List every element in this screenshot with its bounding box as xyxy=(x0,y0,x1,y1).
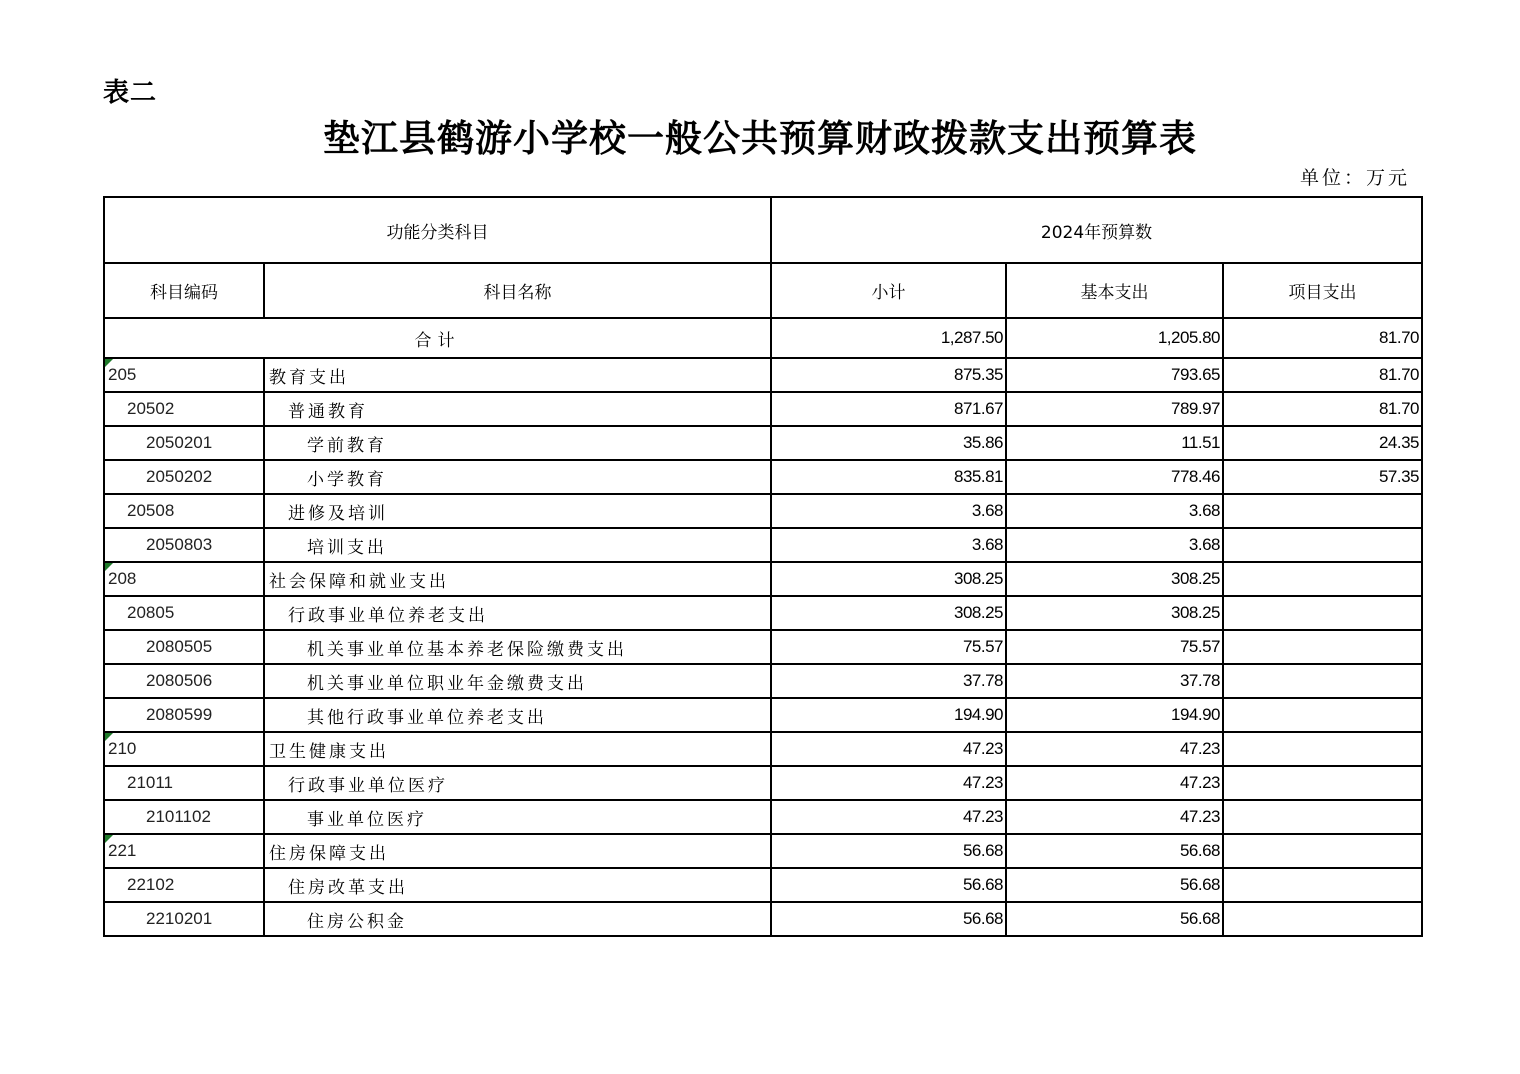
row-code xyxy=(104,698,264,732)
row-code-text: 2080505 xyxy=(146,637,213,656)
row-code-text: 205 xyxy=(108,365,137,384)
row-code xyxy=(104,358,264,392)
row-basic: 3.68 xyxy=(1006,528,1223,562)
row-project xyxy=(1223,528,1422,562)
table-row xyxy=(104,800,1422,834)
cell-marker-icon xyxy=(105,835,113,843)
table-body xyxy=(104,197,1422,936)
row-code xyxy=(104,834,264,868)
table-row xyxy=(104,426,1422,460)
total-label: 合计 xyxy=(104,318,771,358)
row-name: 培训支出 xyxy=(264,528,771,562)
row-code xyxy=(104,426,264,460)
table-row xyxy=(104,630,1422,664)
total-basic: 1,205.80 xyxy=(1006,318,1223,358)
row-project xyxy=(1223,494,1422,528)
table-row xyxy=(104,596,1422,630)
row-subtotal: 56.68 xyxy=(771,834,1006,868)
row-project: 81.70 xyxy=(1223,392,1422,426)
row-code-text: 2050803 xyxy=(146,535,213,554)
row-code xyxy=(104,528,264,562)
row-subtotal: 835.81 xyxy=(771,460,1006,494)
row-basic: 47.23 xyxy=(1006,766,1223,800)
table-row xyxy=(104,664,1422,698)
row-code xyxy=(104,562,264,596)
table-row xyxy=(104,494,1422,528)
row-project xyxy=(1223,596,1422,630)
row-subtotal: 35.86 xyxy=(771,426,1006,460)
header-project: 项目支出 xyxy=(1223,263,1422,318)
cell-marker-icon xyxy=(105,359,113,367)
row-subtotal: 875.35 xyxy=(771,358,1006,392)
row-name: 事业单位医疗 xyxy=(264,800,771,834)
row-subtotal: 47.23 xyxy=(771,766,1006,800)
header-name: 科目名称 xyxy=(264,263,771,318)
row-project xyxy=(1223,698,1422,732)
total-project: 81.70 xyxy=(1223,318,1422,358)
row-subtotal: 37.78 xyxy=(771,664,1006,698)
row-project xyxy=(1223,800,1422,834)
row-basic: 56.68 xyxy=(1006,868,1223,902)
row-name: 社会保障和就业支出 xyxy=(264,562,771,596)
total-row xyxy=(104,318,1422,358)
row-name: 行政事业单位医疗 xyxy=(264,766,771,800)
row-basic: 75.57 xyxy=(1006,630,1223,664)
row-project xyxy=(1223,766,1422,800)
row-basic: 789.97 xyxy=(1006,392,1223,426)
header-row-group xyxy=(104,197,1422,263)
row-subtotal: 47.23 xyxy=(771,800,1006,834)
row-code xyxy=(104,494,264,528)
row-code-text: 20508 xyxy=(127,501,175,520)
row-code xyxy=(104,732,264,766)
row-code xyxy=(104,596,264,630)
row-name: 住房改革支出 xyxy=(264,868,771,902)
row-subtotal: 194.90 xyxy=(771,698,1006,732)
total-subtotal: 1,287.50 xyxy=(771,318,1006,358)
row-name: 学前教育 xyxy=(264,426,771,460)
row-code-text: 2210201 xyxy=(146,909,213,928)
row-subtotal: 308.25 xyxy=(771,562,1006,596)
row-name: 机关事业单位职业年金缴费支出 xyxy=(264,664,771,698)
row-name: 小学教育 xyxy=(264,460,771,494)
row-subtotal: 75.57 xyxy=(771,630,1006,664)
row-code-text: 20805 xyxy=(127,603,175,622)
row-name: 教育支出 xyxy=(264,358,771,392)
row-project: 24.35 xyxy=(1223,426,1422,460)
row-project xyxy=(1223,732,1422,766)
table-row xyxy=(104,902,1422,936)
row-code xyxy=(104,460,264,494)
row-code xyxy=(104,664,264,698)
table-row xyxy=(104,732,1422,766)
header-code: 科目编码 xyxy=(104,263,264,318)
row-code xyxy=(104,392,264,426)
table-row xyxy=(104,766,1422,800)
row-code-text: 21011 xyxy=(127,773,174,792)
row-code-text: 22102 xyxy=(127,875,175,894)
table-row xyxy=(104,868,1422,902)
header-budget-year: 2024年预算数 xyxy=(771,197,1422,263)
row-name: 其他行政事业单位养老支出 xyxy=(264,698,771,732)
row-code-text: 2050201 xyxy=(146,433,213,452)
row-name: 进修及培训 xyxy=(264,494,771,528)
row-project xyxy=(1223,562,1422,596)
row-subtotal: 3.68 xyxy=(771,494,1006,528)
row-project xyxy=(1223,868,1422,902)
row-basic: 308.25 xyxy=(1006,596,1223,630)
row-code-text: 2050202 xyxy=(146,467,213,486)
row-code xyxy=(104,902,264,936)
row-name: 住房公积金 xyxy=(264,902,771,936)
row-name: 行政事业单位养老支出 xyxy=(264,596,771,630)
cell-marker-icon xyxy=(105,733,113,741)
row-basic: 778.46 xyxy=(1006,460,1223,494)
table-row xyxy=(104,528,1422,562)
row-subtotal: 308.25 xyxy=(771,596,1006,630)
page-title: 垫江县鹤游小学校一般公共预算财政拨款支出预算表 xyxy=(323,116,1197,160)
header-function-category: 功能分类科目 xyxy=(104,197,771,263)
row-code-text: 2101102 xyxy=(146,807,211,826)
row-code xyxy=(104,868,264,902)
row-project xyxy=(1223,902,1422,936)
header-row-columns xyxy=(104,263,1422,318)
budget-table xyxy=(103,196,1423,937)
row-basic: 37.78 xyxy=(1006,664,1223,698)
row-project xyxy=(1223,834,1422,868)
row-subtotal: 47.23 xyxy=(771,732,1006,766)
table-row xyxy=(104,698,1422,732)
row-basic: 308.25 xyxy=(1006,562,1223,596)
row-basic: 793.65 xyxy=(1006,358,1223,392)
row-name: 机关事业单位基本养老保险缴费支出 xyxy=(264,630,771,664)
table-row xyxy=(104,358,1422,392)
row-code-text: 208 xyxy=(108,569,137,588)
cell-marker-icon xyxy=(105,563,113,571)
row-code-text: 20502 xyxy=(127,399,175,418)
row-code xyxy=(104,766,264,800)
header-subtotal: 小计 xyxy=(771,263,1006,318)
row-project xyxy=(1223,664,1422,698)
row-project: 57.35 xyxy=(1223,460,1422,494)
row-subtotal: 3.68 xyxy=(771,528,1006,562)
row-name: 普通教育 xyxy=(264,392,771,426)
row-subtotal: 56.68 xyxy=(771,902,1006,936)
row-code-text: 221 xyxy=(108,841,137,860)
row-code-text: 2080506 xyxy=(146,671,213,690)
row-basic: 56.68 xyxy=(1006,902,1223,936)
row-name: 卫生健康支出 xyxy=(264,732,771,766)
row-code xyxy=(104,800,264,834)
table-row xyxy=(104,834,1422,868)
row-name: 住房保障支出 xyxy=(264,834,771,868)
row-basic: 11.51 xyxy=(1006,426,1223,460)
header-basic: 基本支出 xyxy=(1006,263,1223,318)
row-subtotal: 56.68 xyxy=(771,868,1006,902)
row-project xyxy=(1223,630,1422,664)
unit-label: 单位：万元 xyxy=(1299,167,1410,189)
row-code xyxy=(104,630,264,664)
row-basic: 47.23 xyxy=(1006,800,1223,834)
row-code-text: 210 xyxy=(108,739,137,758)
row-subtotal: 871.67 xyxy=(771,392,1006,426)
table-row xyxy=(104,562,1422,596)
row-basic: 47.23 xyxy=(1006,732,1223,766)
table-row xyxy=(104,392,1422,426)
row-basic: 3.68 xyxy=(1006,494,1223,528)
table-label: 表二 xyxy=(103,78,158,108)
table-row xyxy=(104,460,1422,494)
row-code-text: 2080599 xyxy=(146,705,213,724)
row-basic: 194.90 xyxy=(1006,698,1223,732)
row-basic: 56.68 xyxy=(1006,834,1223,868)
row-project: 81.70 xyxy=(1223,358,1422,392)
